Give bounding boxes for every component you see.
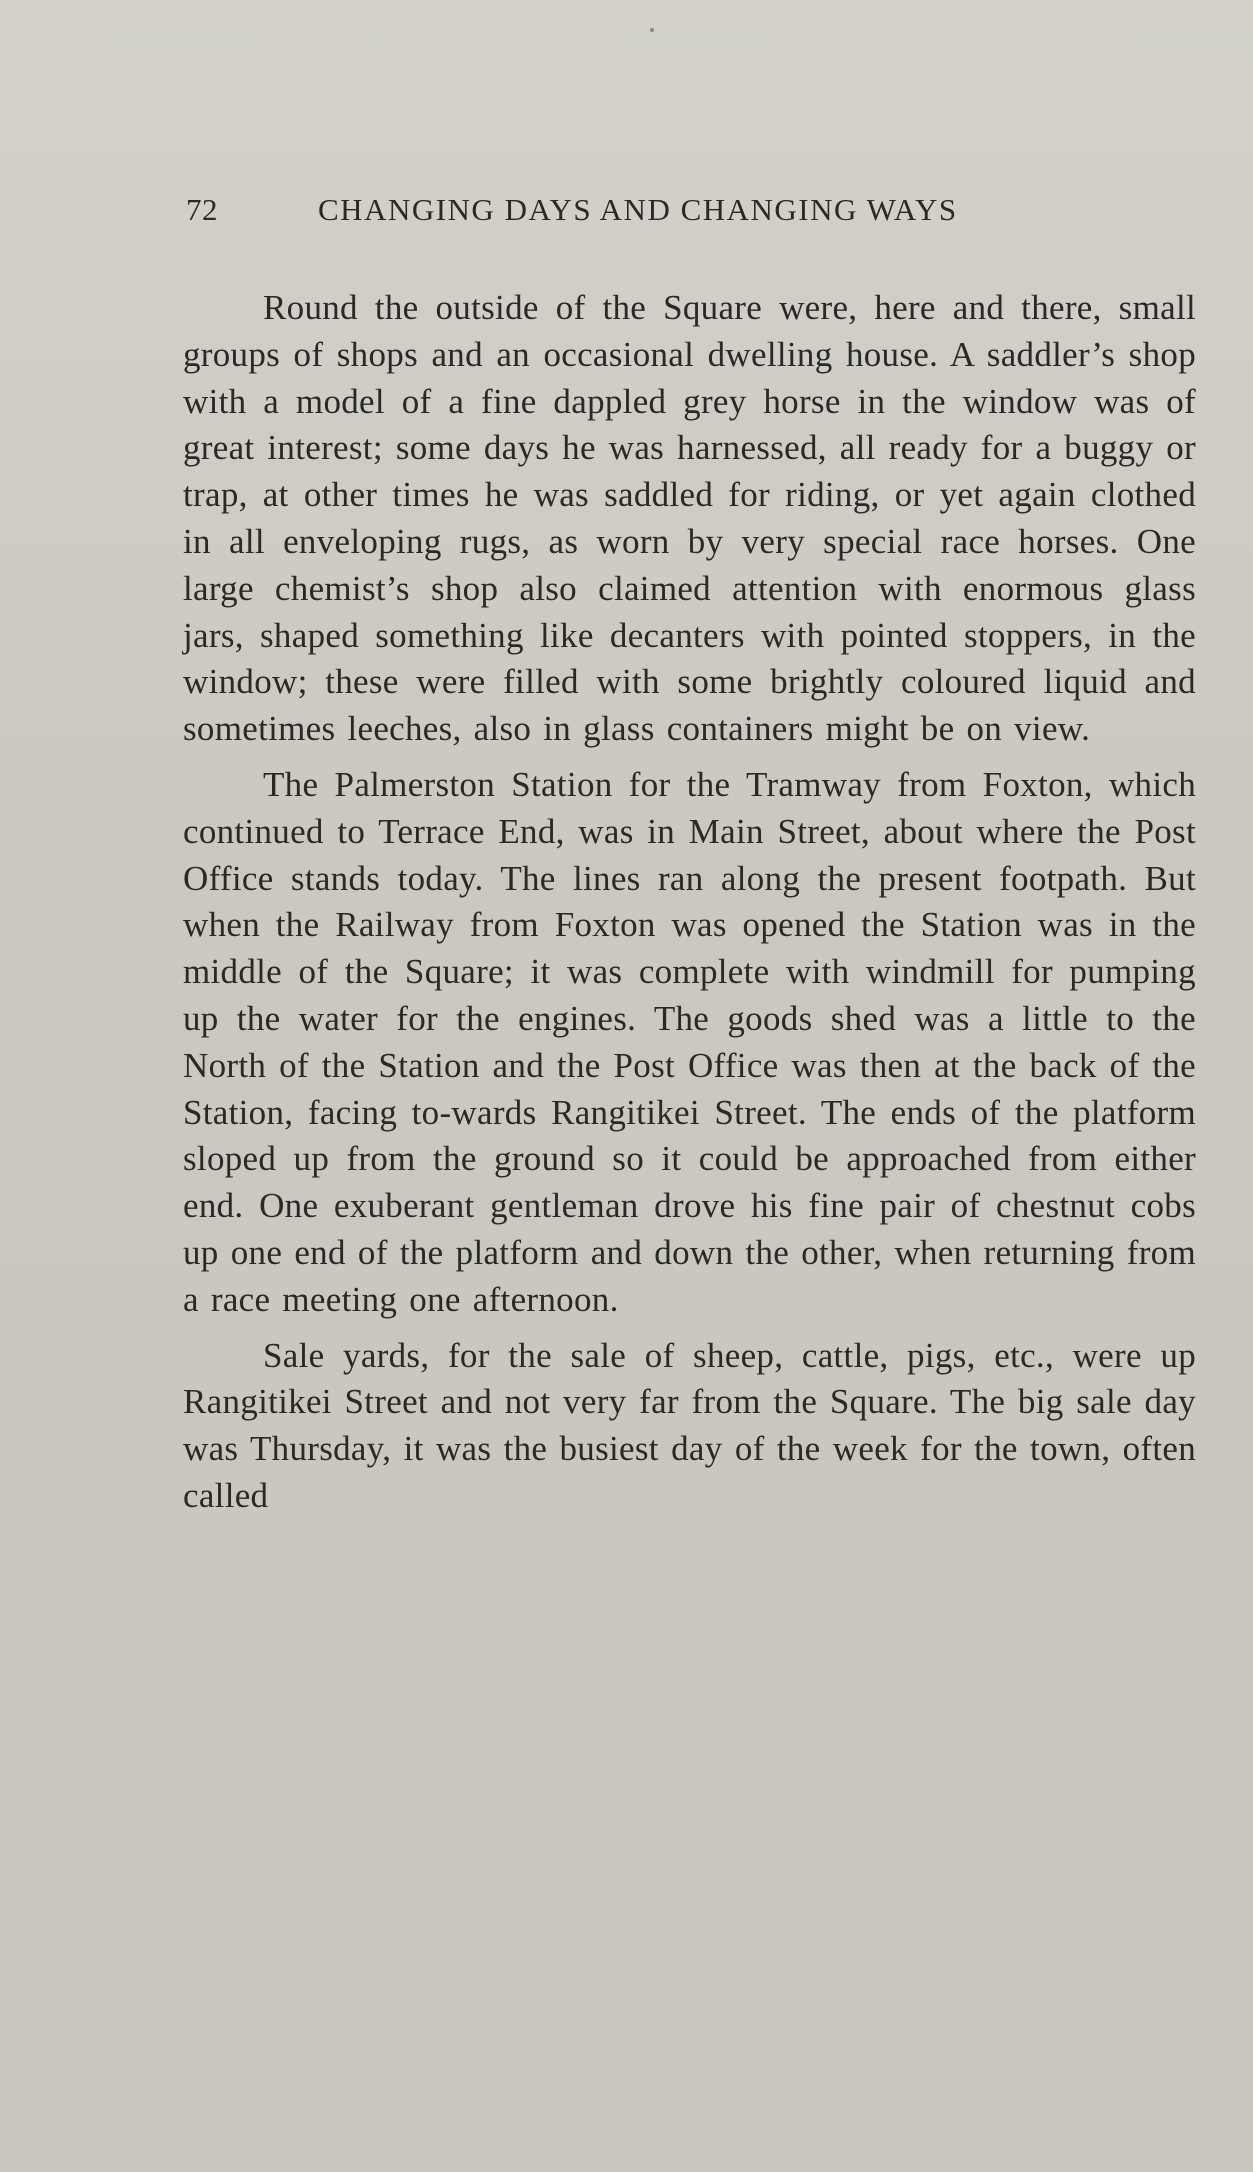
running-head: CHANGING DAYS AND CHANGING WAYS (318, 192, 958, 227)
paragraph-shops: Round the outside of the Square were, here and there, small groups of shops and an occasional dwelling house. A saddler’s shop with a model of a fine dappled grey horse in the window was of great interest; some days he was harnessed, all ready for a buggy or trap, at other times he was saddled for riding, or yet again clothed in all enveloping rugs, as worn by very special race horses. One large chemist’s shop also claimed attention with enormous glass jars, shaped something like decanters with pointed stoppers, in the window; these were filled with some brightly coloured liquid and sometimes leeches, also in glass containers might be on view. (183, 288, 1196, 749)
print-speck (650, 28, 654, 32)
body-text (183, 285, 1196, 1529)
paragraph-sale-yards: Sale yards, for the sale of sheep, cattle, pigs, etc., were up Rangitikei Street and not very far from the Square. The big sale day was Thursday, it was the busiest day of the week for the town, often called (183, 1335, 1196, 1515)
paragraph-station: The Palmerston Station for the Tramway from Foxton, which continued to Terrace End, was in Main Street, about where the Post Office stands today. The lines ran along the present footpath. But when the Railway from Foxton was opened the Station was in the middle of the Square; it was complete with windmill for pumping up the water for the engines. The goods shed was a little to the North of the Station and the Post Office was then at the back of the Station, facing to-wards Rangitikei Street. The ends of the platform sloped up from the ground so it could be approached from either end. One exuberant gentleman drove his fine pair of chestnut cobs up one end of the platform and down the other, when returning from a race meeting one afternoon. (183, 764, 1196, 1319)
page-header (186, 192, 1072, 232)
page-number: 72 (186, 192, 218, 227)
